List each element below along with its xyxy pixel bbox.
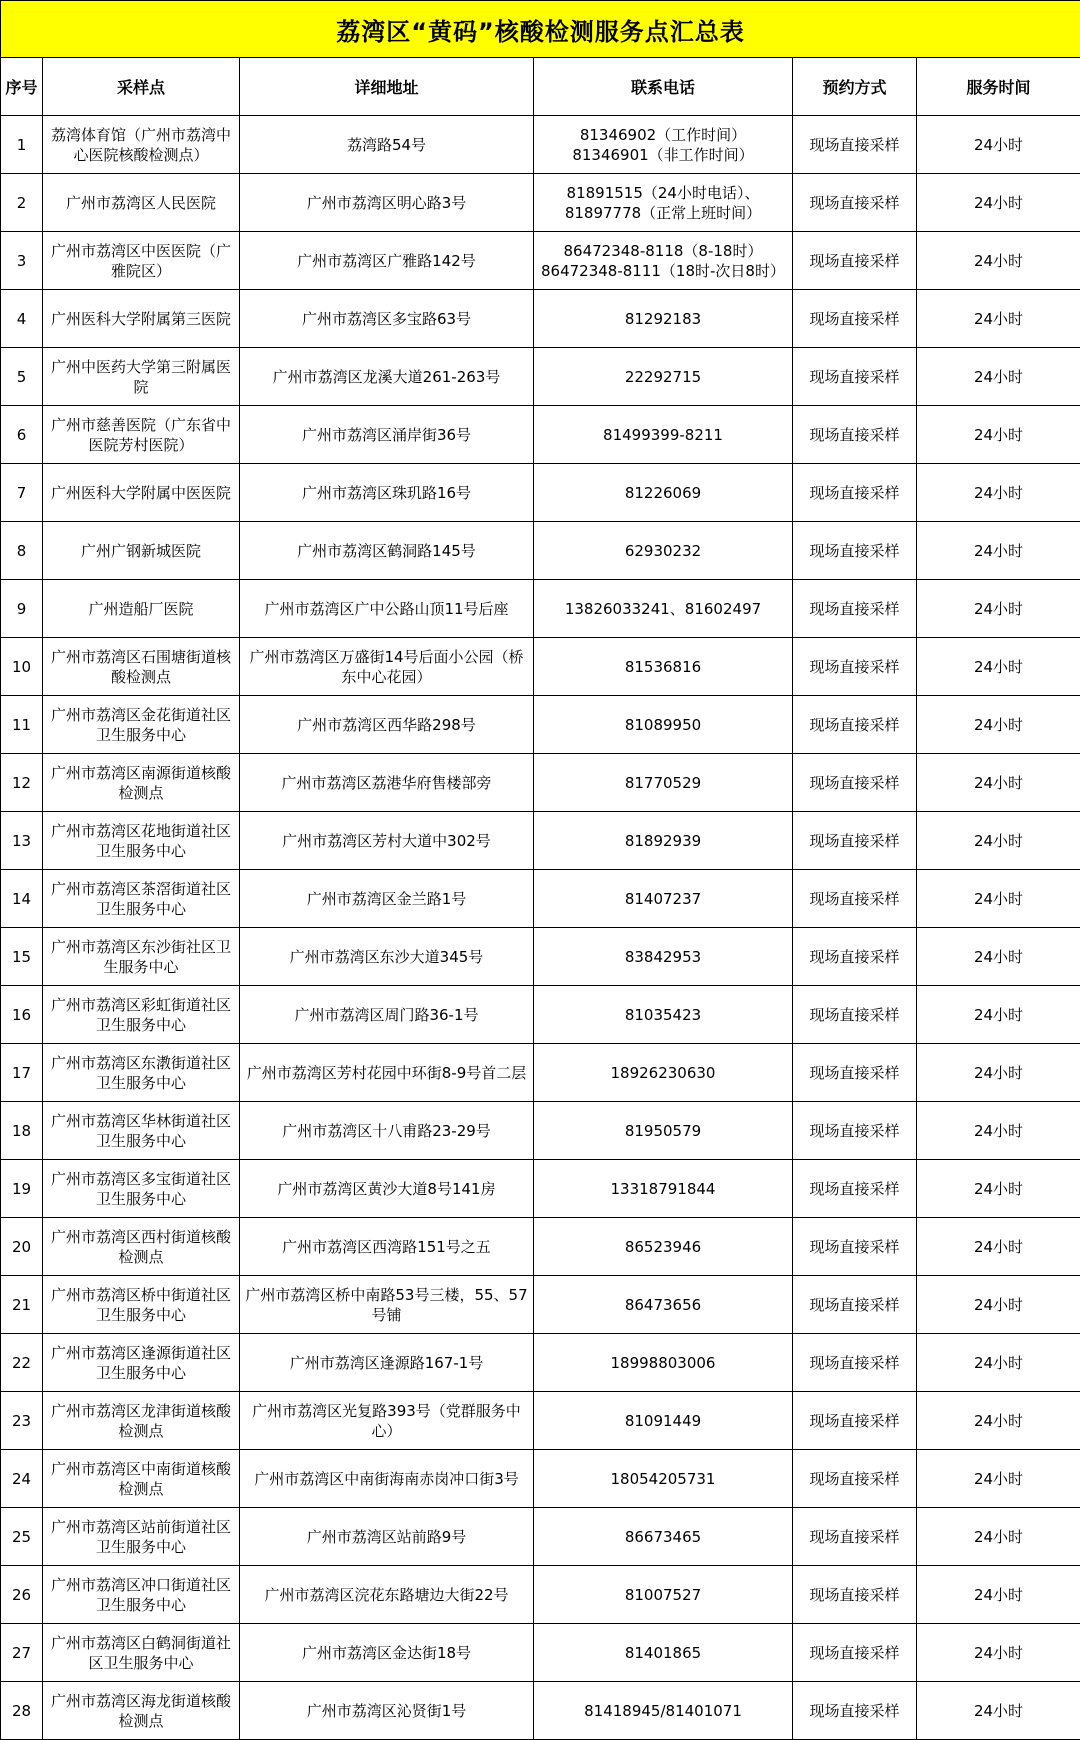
cell-booking: 现场直接采样 [793,348,917,406]
cell-phone: 22292715 [534,348,793,406]
header-site: 采样点 [43,58,240,116]
table-row [1,1566,1080,1624]
cell-address: 广州市荔湾区西湾路151号之五 [240,1218,534,1276]
cell-no: 23 [1,1392,43,1450]
cell-booking: 现场直接采样 [793,696,917,754]
cell-booking: 现场直接采样 [793,406,917,464]
table-row [1,1218,1080,1276]
header-no: 序号 [1,58,43,116]
cell-phone: 86673465 [534,1508,793,1566]
cell-address: 广州市荔湾区荔港华府售楼部旁 [240,754,534,812]
cell-no: 10 [1,638,43,696]
cell-no: 25 [1,1508,43,1566]
cell-no: 5 [1,348,43,406]
cell-booking: 现场直接采样 [793,1682,917,1740]
cell-booking: 现场直接采样 [793,1334,917,1392]
cell-phone: 18926230630 [534,1044,793,1102]
cell-phone: 81292183 [534,290,793,348]
cell-no: 12 [1,754,43,812]
cell-hours: 24小时 [917,928,1080,986]
cell-site: 广州市荔湾区中南街道核酸检测点 [43,1450,240,1508]
cell-site: 广州市荔湾区多宝街道社区卫生服务中心 [43,1160,240,1218]
cell-booking: 现场直接采样 [793,870,917,928]
table-row [1,812,1080,870]
table-row [1,116,1080,174]
cell-site: 广州造船厂医院 [43,580,240,638]
cell-no: 4 [1,290,43,348]
cell-phone: 81226069 [534,464,793,522]
cell-hours: 24小时 [917,464,1080,522]
cell-phone: 86473656 [534,1276,793,1334]
cell-hours: 24小时 [917,870,1080,928]
cell-phone: 81346902（工作时间） 81346901（非工作时间） [534,116,793,174]
table-row [1,232,1080,290]
table-row [1,580,1080,638]
cell-phone: 81401865 [534,1624,793,1682]
cell-phone: 81891515（24小时电话）、 81897778（正常上班时间） [534,174,793,232]
cell-address: 广州市荔湾区明心路3号 [240,174,534,232]
cell-site: 广州市荔湾区白鹤洞街道社区卫生服务中心 [43,1624,240,1682]
cell-site: 广州医科大学附属第三医院 [43,290,240,348]
table-row [1,1044,1080,1102]
cell-site: 广州市荔湾区站前街道社区卫生服务中心 [43,1508,240,1566]
cell-address: 广州市荔湾区东沙大道345号 [240,928,534,986]
cell-phone: 81089950 [534,696,793,754]
cell-address: 广州市荔湾区西华路298号 [240,696,534,754]
header-hours: 服务时间 [917,58,1080,116]
cell-no: 11 [1,696,43,754]
cell-no: 17 [1,1044,43,1102]
cell-booking: 现场直接采样 [793,928,917,986]
cell-booking: 现场直接采样 [793,812,917,870]
cell-hours: 24小时 [917,754,1080,812]
cell-no: 1 [1,116,43,174]
header-phone: 联系电话 [534,58,793,116]
cell-booking: 现场直接采样 [793,1160,917,1218]
cell-no: 27 [1,1624,43,1682]
cell-address: 广州市荔湾区芳村花园中环街8-9号首二层 [240,1044,534,1102]
cell-no: 24 [1,1450,43,1508]
cell-address: 广州市荔湾区广中公路山顶11号后座 [240,580,534,638]
table-row [1,406,1080,464]
table-row [1,1392,1080,1450]
header-row [1,58,1080,116]
table-title: 荔湾区“黄码”核酸检测服务点汇总表 [1,1,1080,58]
cell-no: 26 [1,1566,43,1624]
cell-site: 广州市荔湾区西村街道核酸检测点 [43,1218,240,1276]
cell-booking: 现场直接采样 [793,1044,917,1102]
cell-phone: 81499399-8211 [534,406,793,464]
cell-phone: 81418945/81401071 [534,1682,793,1740]
cell-phone: 18054205731 [534,1450,793,1508]
cell-phone: 81007527 [534,1566,793,1624]
cell-booking: 现场直接采样 [793,464,917,522]
cell-hours: 24小时 [917,1160,1080,1218]
cell-no: 3 [1,232,43,290]
header-booking: 预约方式 [793,58,917,116]
cell-no: 8 [1,522,43,580]
cell-booking: 现场直接采样 [793,1392,917,1450]
cell-booking: 现场直接采样 [793,522,917,580]
cell-address: 广州市荔湾区金达街18号 [240,1624,534,1682]
cell-phone: 86523946 [534,1218,793,1276]
cell-hours: 24小时 [917,406,1080,464]
cell-no: 19 [1,1160,43,1218]
cell-hours: 24小时 [917,1566,1080,1624]
cell-no: 22 [1,1334,43,1392]
title-row [1,1,1080,58]
cell-no: 28 [1,1682,43,1740]
table-row [1,638,1080,696]
cell-hours: 24小时 [917,116,1080,174]
cell-no: 9 [1,580,43,638]
cell-site: 广州市荔湾区华林街道社区卫生服务中心 [43,1102,240,1160]
cell-booking: 现场直接采样 [793,1102,917,1160]
cell-address: 广州市荔湾区龙溪大道261-263号 [240,348,534,406]
cell-no: 7 [1,464,43,522]
cell-phone: 81536816 [534,638,793,696]
table-row [1,1334,1080,1392]
table-row [1,696,1080,754]
cell-address: 广州市荔湾区珠玑路16号 [240,464,534,522]
cell-hours: 24小时 [917,638,1080,696]
cell-address: 广州市荔湾区多宝路63号 [240,290,534,348]
cell-site: 广州市荔湾区桥中街道社区卫生服务中心 [43,1276,240,1334]
cell-phone: 86472348-8118（8-18时） 86472348-8111（18时-次日8时） [534,232,793,290]
cell-address: 广州市荔湾区周门路36-1号 [240,986,534,1044]
cell-address: 广州市荔湾区十八甫路23-29号 [240,1102,534,1160]
cell-address: 广州市荔湾区站前路9号 [240,1508,534,1566]
cell-address: 广州市荔湾区鹤洞路145号 [240,522,534,580]
table-row [1,464,1080,522]
cell-phone: 83842953 [534,928,793,986]
cell-phone: 81950579 [534,1102,793,1160]
cell-address: 广州市荔湾区沁贤街1号 [240,1682,534,1740]
cell-no: 15 [1,928,43,986]
cell-phone: 81091449 [534,1392,793,1450]
cell-no: 20 [1,1218,43,1276]
cell-hours: 24小时 [917,986,1080,1044]
cell-booking: 现场直接采样 [793,116,917,174]
cell-address: 广州市荔湾区万盛街14号后面小公园（桥东中心花园） [240,638,534,696]
cell-booking: 现场直接采样 [793,1218,917,1276]
cell-no: 18 [1,1102,43,1160]
table-row [1,870,1080,928]
cell-booking: 现场直接采样 [793,986,917,1044]
cell-site: 广州中医药大学第三附属医院 [43,348,240,406]
cell-address: 广州市荔湾区芳村大道中302号 [240,812,534,870]
cell-phone: 62930232 [534,522,793,580]
cell-hours: 24小时 [917,1624,1080,1682]
cell-booking: 现场直接采样 [793,232,917,290]
header-address: 详细地址 [240,58,534,116]
cell-site: 广州市慈善医院（广东省中医院芳村医院） [43,406,240,464]
table-row [1,754,1080,812]
cell-no: 14 [1,870,43,928]
cell-hours: 24小时 [917,812,1080,870]
cell-hours: 24小时 [917,522,1080,580]
cell-site: 广州广钢新城医院 [43,522,240,580]
cell-site: 广州市荔湾区石围塘街道核酸检测点 [43,638,240,696]
table-row [1,290,1080,348]
cell-hours: 24小时 [917,1508,1080,1566]
table-row [1,522,1080,580]
cell-hours: 24小时 [917,174,1080,232]
cell-hours: 24小时 [917,1450,1080,1508]
cell-hours: 24小时 [917,696,1080,754]
cell-site: 广州市荔湾区茶滘街道社区卫生服务中心 [43,870,240,928]
cell-hours: 24小时 [917,1218,1080,1276]
cell-site: 广州市荔湾区逢源街道社区卫生服务中心 [43,1334,240,1392]
cell-address: 荔湾路54号 [240,116,534,174]
cell-booking: 现场直接采样 [793,754,917,812]
cell-site: 广州市荔湾区龙津街道核酸检测点 [43,1392,240,1450]
cell-address: 广州市荔湾区中南街海南赤岗冲口街3号 [240,1450,534,1508]
table-row [1,348,1080,406]
cell-hours: 24小时 [917,290,1080,348]
cell-address: 广州市荔湾区浣花东路塘边大街22号 [240,1566,534,1624]
cell-booking: 现场直接采样 [793,1276,917,1334]
cell-address: 广州市荔湾区光复路393号（党群服务中心） [240,1392,534,1450]
cell-site: 广州市荔湾区冲口街道社区卫生服务中心 [43,1566,240,1624]
table-row [1,1276,1080,1334]
cell-address: 广州市荔湾区广雅路142号 [240,232,534,290]
cell-hours: 24小时 [917,1102,1080,1160]
cell-phone: 81407237 [534,870,793,928]
cell-address: 广州市荔湾区逢源路167-1号 [240,1334,534,1392]
cell-hours: 24小时 [917,232,1080,290]
cell-address: 广州市荔湾区桥中南路53号三楼，55、57号铺 [240,1276,534,1334]
table-row [1,986,1080,1044]
table-row [1,1682,1080,1740]
cell-address: 广州市荔湾区金兰路1号 [240,870,534,928]
cell-booking: 现场直接采样 [793,1508,917,1566]
table-row [1,1624,1080,1682]
cell-site: 广州市荔湾区人民医院 [43,174,240,232]
cell-site: 广州市荔湾区海龙街道核酸检测点 [43,1682,240,1740]
cell-hours: 24小时 [917,1044,1080,1102]
cell-phone: 81892939 [534,812,793,870]
cell-booking: 现场直接采样 [793,1450,917,1508]
cell-booking: 现场直接采样 [793,580,917,638]
cell-hours: 24小时 [917,1682,1080,1740]
cell-site: 广州市荔湾区东沙街社区卫生服务中心 [43,928,240,986]
cell-phone: 13318791844 [534,1160,793,1218]
cell-site: 荔湾体育馆（广州市荔湾中心医院核酸检测点） [43,116,240,174]
table-row [1,1450,1080,1508]
cell-site: 广州市荔湾区中医医院（广雅院区） [43,232,240,290]
cell-site: 广州医科大学附属中医医院 [43,464,240,522]
cell-phone: 81035423 [534,986,793,1044]
table-row [1,1160,1080,1218]
cell-site: 广州市荔湾区彩虹街道社区卫生服务中心 [43,986,240,1044]
cell-booking: 现场直接采样 [793,638,917,696]
cell-site: 广州市荔湾区南源街道核酸检测点 [43,754,240,812]
cell-phone: 18998803006 [534,1334,793,1392]
table-row [1,1508,1080,1566]
cell-booking: 现场直接采样 [793,290,917,348]
cell-phone: 13826033241、81602497 [534,580,793,638]
cell-booking: 现场直接采样 [793,1624,917,1682]
cell-hours: 24小时 [917,580,1080,638]
cell-booking: 现场直接采样 [793,1566,917,1624]
cell-address: 广州市荔湾区黄沙大道8号141房 [240,1160,534,1218]
cell-site: 广州市荔湾区花地街道社区卫生服务中心 [43,812,240,870]
cell-no: 2 [1,174,43,232]
cell-site: 广州市荔湾区金花街道社区卫生服务中心 [43,696,240,754]
cell-hours: 24小时 [917,348,1080,406]
cell-booking: 现场直接采样 [793,174,917,232]
cell-hours: 24小时 [917,1392,1080,1450]
cell-hours: 24小时 [917,1334,1080,1392]
cell-no: 21 [1,1276,43,1334]
table-row [1,174,1080,232]
table-row [1,1102,1080,1160]
cell-phone: 81770529 [534,754,793,812]
cell-address: 广州市荔湾区涌岸街36号 [240,406,534,464]
cell-hours: 24小时 [917,1276,1080,1334]
table-row [1,928,1080,986]
cell-no: 16 [1,986,43,1044]
cell-no: 13 [1,812,43,870]
cell-site: 广州市荔湾区东漖街道社区卫生服务中心 [43,1044,240,1102]
cell-no: 6 [1,406,43,464]
